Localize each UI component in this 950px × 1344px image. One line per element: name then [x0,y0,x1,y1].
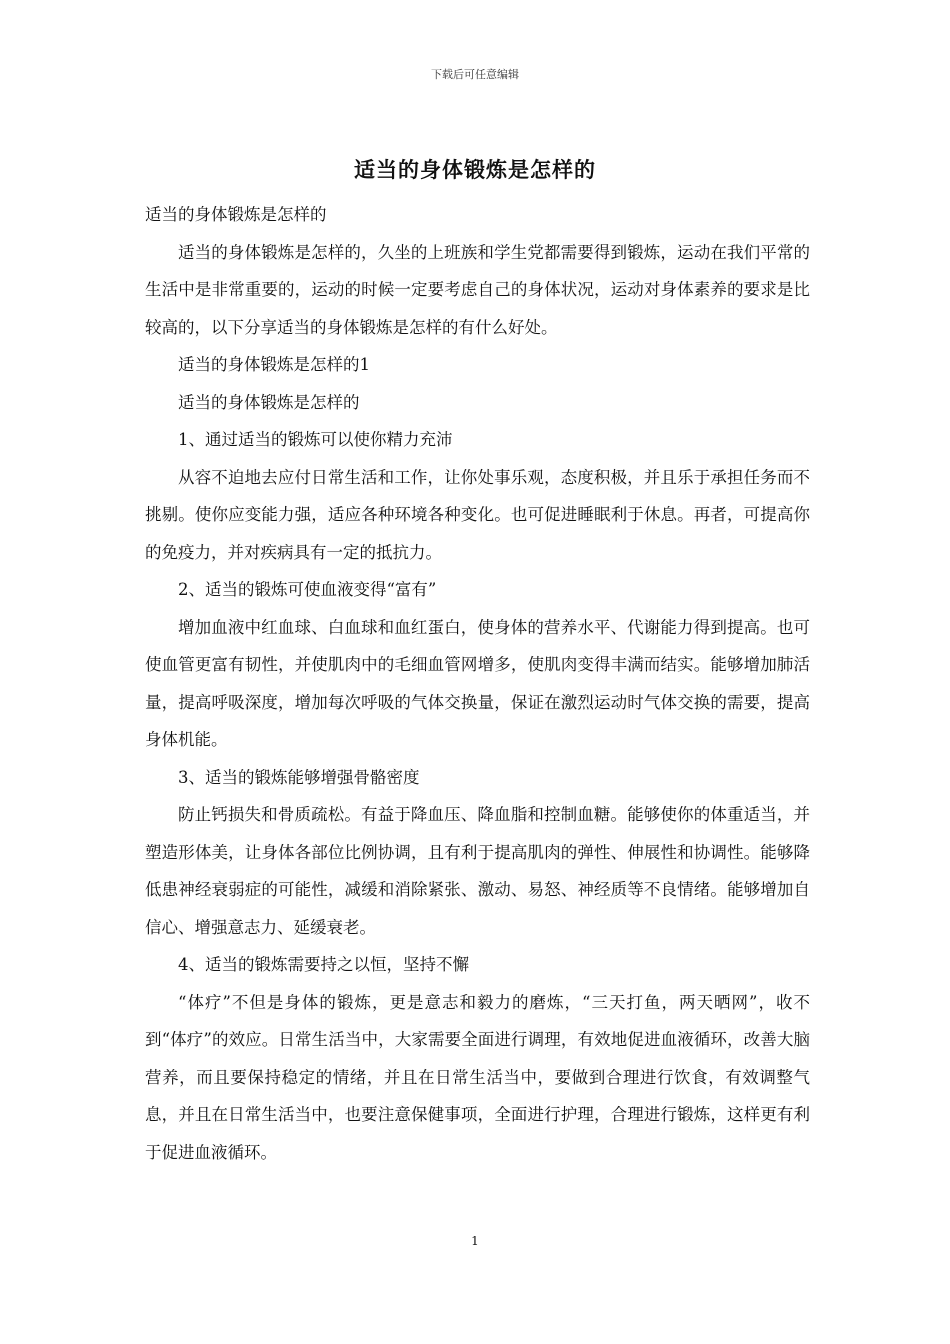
section-heading: 4、适当的锻炼需要持之以恒，坚持不懈 [178,955,469,974]
section-heading: 1、通过适当的锻炼可以使你精力充沛 [178,430,453,449]
section-heading: 2、适当的锻炼可使血液变得“富有” [178,580,437,599]
document-title: 适当的身体锻炼是怎样的 [354,157,596,182]
paragraph: 适当的身体锻炼是怎样的 [178,392,360,412]
page-header: 下载后可任意编辑 [431,68,519,81]
page-number: 1 [471,1234,479,1248]
paragraph: 适当的身体锻炼是怎样的，久坐的上班族和学生党都需要得到锻炼，运动在我们平常的生活中是非常重要的，运动的时候一定要考虑自己的身体状况，运动对身体素养的要求是比较高的，以下分享适当的身体锻炼是怎样的有什么好处。 [145,242,810,337]
paragraph: “体疗”不但是身体的锻炼，更是意志和毅力的磨炼，“三天打鱼，两天晒网”，收不到“体疗”的效应。日常生活当中，大家需要全面进行调理，有效地促进血液循环，改善大脑营养，而且要保持稳定的情绪，并且在日常生活当中，要做到合理进行饮食，有效调整气息，并且在日常生活当中，也要注意保健事项，全面进行护理，合理进行锻炼，这样更有利于促进血液循环。 [145,992,810,1162]
paragraph: 从容不迫地去应付日常生活和工作，让你处事乐观，态度积极，并且乐于承担任务而不挑剔。使你应变能力强，适应各种环境各种变化。也可促进睡眠利于休息。再者，可提高你的免疫力，并对疾病具有一定的抵抗力。 [145,467,810,562]
section-heading: 3、适当的锻炼能够增强骨骼密度 [178,767,420,787]
paragraph: 防止钙损失和骨质疏松。有益于降血压、降血脂和控制血糖。能够使你的体重适当，并塑造形体美，让身体各部位比例协调，且有利于提高肌肉的弹性、伸展性和协调性。能够降低患神经衰弱症的可能性，减缓和消除紧张、激动、易怒、神经质等不良情绪。能够增加自信心、增强意志力、延缓衰老。 [145,805,810,937]
paragraph: 适当的身体锻炼是怎样的1 [178,355,370,374]
paragraph: 增加血液中红血球、白血球和血红蛋白，使身体的营养水平、代谢能力得到提高。也可使血管更富有韧性，并使肌肉中的毛细血管网增多，使肌肉变得丰满而结实。能够增加肺活量，提高呼吸深度，增加每次呼吸的气体交换量，保证在激烈运动时气体交换的需要，提高身体机能。 [145,617,810,749]
paragraph: 适当的身体锻炼是怎样的 [145,205,327,224]
document-body [145,196,810,1171]
